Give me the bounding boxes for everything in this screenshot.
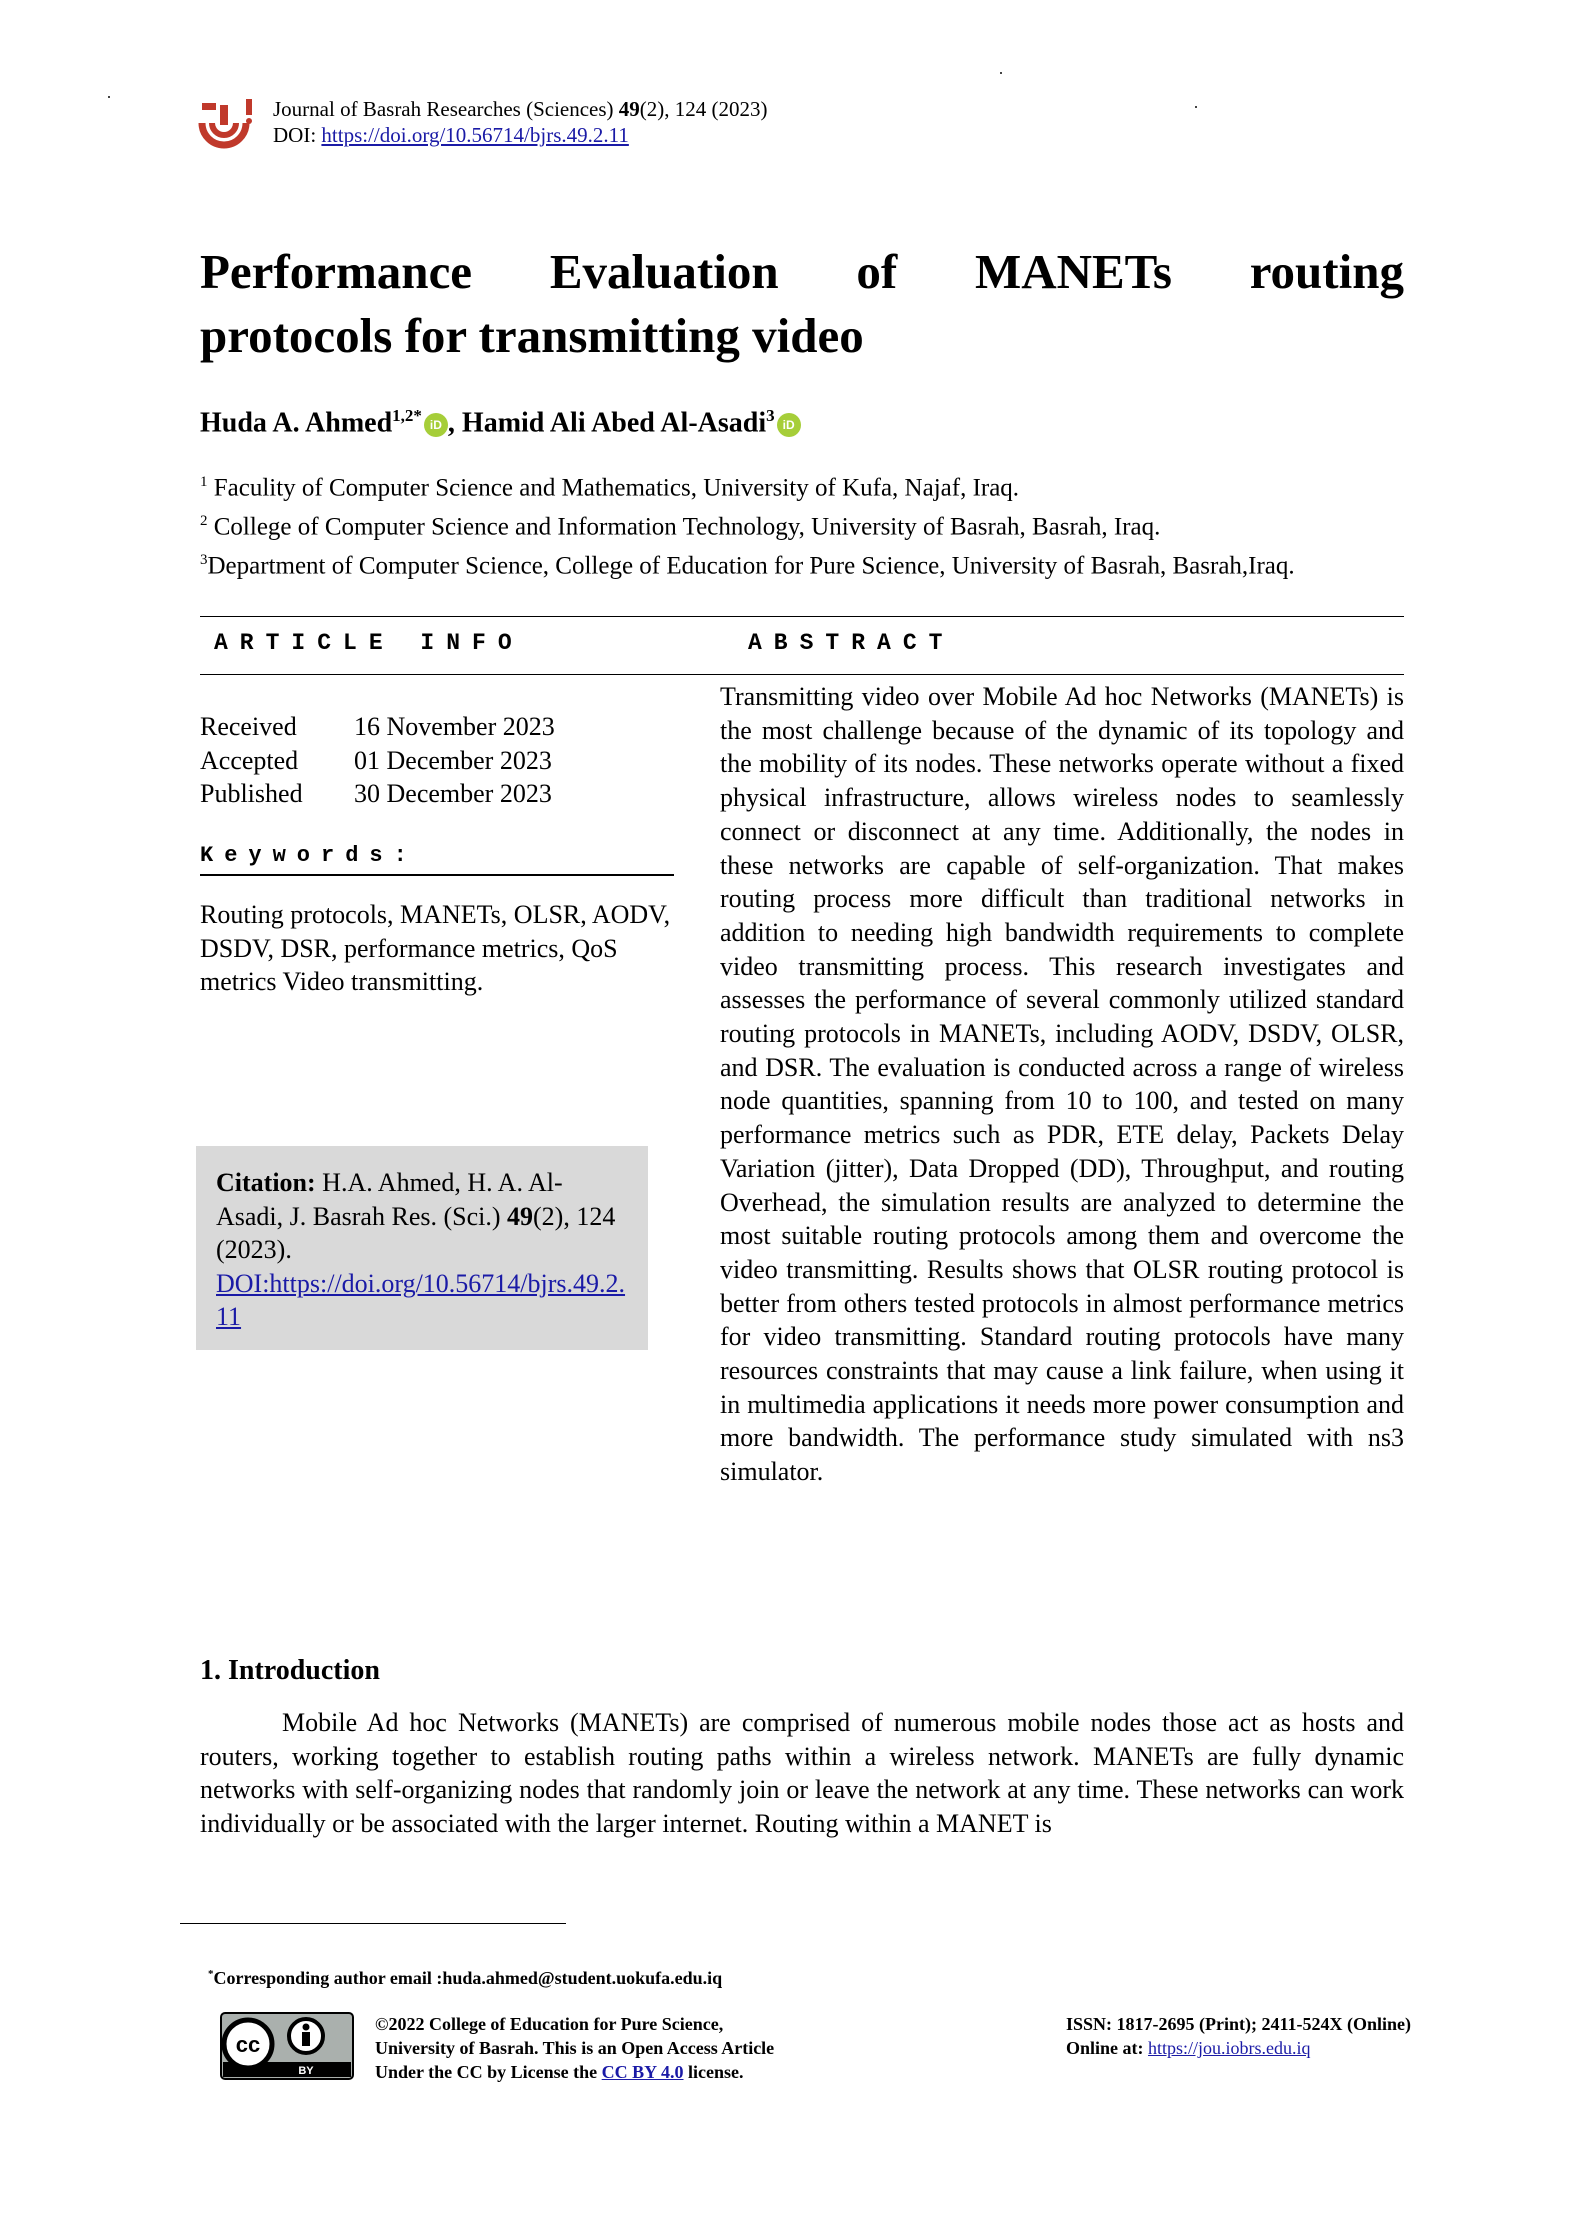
footnote-rule (180, 1923, 566, 1924)
date-row: Accepted 01 December 2023 (200, 745, 552, 775)
article-dates (200, 710, 555, 811)
orcid-icon[interactable]: iD (777, 413, 801, 437)
abstract-heading: ABSTRACT (748, 630, 955, 656)
author-list: Huda A. Ahmed$^{1,2*}$iD , Hamid Ali Abed Al-Asadi$^3$iD (200, 398, 801, 441)
intro-paragraph: Mobile Ad hoc Networks (MANETs) are comprised of numerous mobile nodes those act as hosts and routers, working together to establish routing paths within a wireless network. MANETs are fully dynamic networks with self-organizing nodes that randomly join or leave the network at any time. These networks can work individually or be associated with the larger internet. Routing within a MANET is (200, 1708, 1404, 1839)
paper-title (200, 240, 1404, 368)
keywords-heading: Keywords: (200, 843, 418, 868)
affiliation: $^1$ Faculity of Computer Science and Mathematics, University of Kufa, Najaf, Iraq. (200, 474, 1020, 502)
license-text: ©2022 College of Education for Pure Science, University of Basrah. This is an Open Access Article Under the CC by License the CC BY 4.0 license. (375, 2014, 775, 2082)
cc-by-license-icon (220, 2012, 354, 2080)
author-name: Hamid Ali Abed Al-Asadi (461, 407, 767, 439)
date-row: Received 16 November 2023 (200, 712, 555, 741)
cc-by-link[interactable]: CC BY 4.0 (601, 2062, 684, 2082)
citation-box: Citation: H.A. Ahmed, H. A. Al-Asadi, J. Basrah Res. (Sci.) 49(2), 124 (2023). DOI:https://doi.org/10.56714/bjrs.49.2.11 (196, 1146, 648, 1350)
issn-block: ISSN: 1817-2695 (Print); 2411-524X (Online) Online at: https://jou.iobrs.edu.iq (1066, 2014, 1411, 2058)
affiliations (200, 466, 1410, 582)
article-info-heading: ARTICLE INFO (214, 630, 524, 656)
journal-citation-line: Journal of Basrah Researches (Sciences) 49(2), 124 (2023) (273, 97, 768, 121)
journal-logo (198, 95, 256, 151)
divider (200, 674, 1404, 675)
divider (200, 874, 674, 876)
journal-website-link[interactable]: https://jou.iobrs.edu.iq (1148, 2038, 1311, 2058)
doi-link[interactable]: https://doi.org/10.56714/bjrs.49.2.11 (321, 123, 629, 147)
abstract-text: Transmitting video over Mobile Ad hoc Networks (MANETs) is the most challenge because of the dynamic of its topology and the mobility of its nodes. These networks operate without a fixed physical infrastructure, allows wireless nodes to seamlessly connect or disconnect at any time. Additionally, the nodes in these networks are capable of self-organization. That makes routing process more difficult than traditional networks in addition to needing high bandwidth requirements to complete video transmitting process. This research investigates and assesses the performance of several commonly utilized standard routing protocols in MANETs, including AODV, DSDV, OLSR, and DSR. The evaluation is conducted across a range of wireless node quantities, spanning from 10 to 100, and tested on many performance metrics such as PDR, ETE delay, Packets Delay Variation (jitter), Data Dropped (DD), Throughput, and routing Overhead, the simulation results are analyzed to determine the most suitable routing protocols among them and overcome the video transmitting. Results shows that OLSR routing protocol is better from others tested protocols in almost performance metrics for video transmitting. Standard routing protocols have many resources constraints that may cause a link failure, when using it in multimedia applications it needs more power consumption and more bandwidth. The performance study simulated with ns3 simulator. (720, 682, 1404, 1487)
keywords-text: Routing protocols, MANETs, OLSR, AODV, DSDV, DSR, performance metrics, QoS metrics Video transmitting. (200, 900, 671, 996)
corresponding-author-footnote: *Corresponding author email :huda.ahmed@student.uokufa.edu.iq (208, 1968, 723, 1988)
orcid-icon[interactable]: iD (424, 413, 448, 437)
doi-line: DOI: https://doi.org/10.56714/bjrs.49.2.11 (273, 123, 629, 147)
title-line-2: protocols for transmitting video (200, 308, 864, 363)
svg-text:cc: cc (235, 2032, 261, 2057)
title-line-1: Performance Evaluation of MANETs routing (200, 244, 1404, 299)
citation-doi-link[interactable]: DOI:https://doi.org/10.56714/bjrs.49.2.11 (216, 1268, 626, 1331)
section-heading: 1. Introduction (200, 1655, 380, 1686)
divider (200, 616, 1404, 617)
svg-text:BY: BY (298, 2065, 314, 2077)
date-row: Published 30 December 2023 (200, 779, 552, 808)
affiliation: $^2$ College of Computer Science and Information Technology, University of Basrah, Basrah, Iraq. (200, 512, 1161, 541)
author-name: Huda A. Ahmed (200, 407, 393, 439)
affiliation: $^3$Department of Computer Science, College of Education for Pure Science, University of Basrah, Basrah,Iraq. (200, 551, 1295, 579)
